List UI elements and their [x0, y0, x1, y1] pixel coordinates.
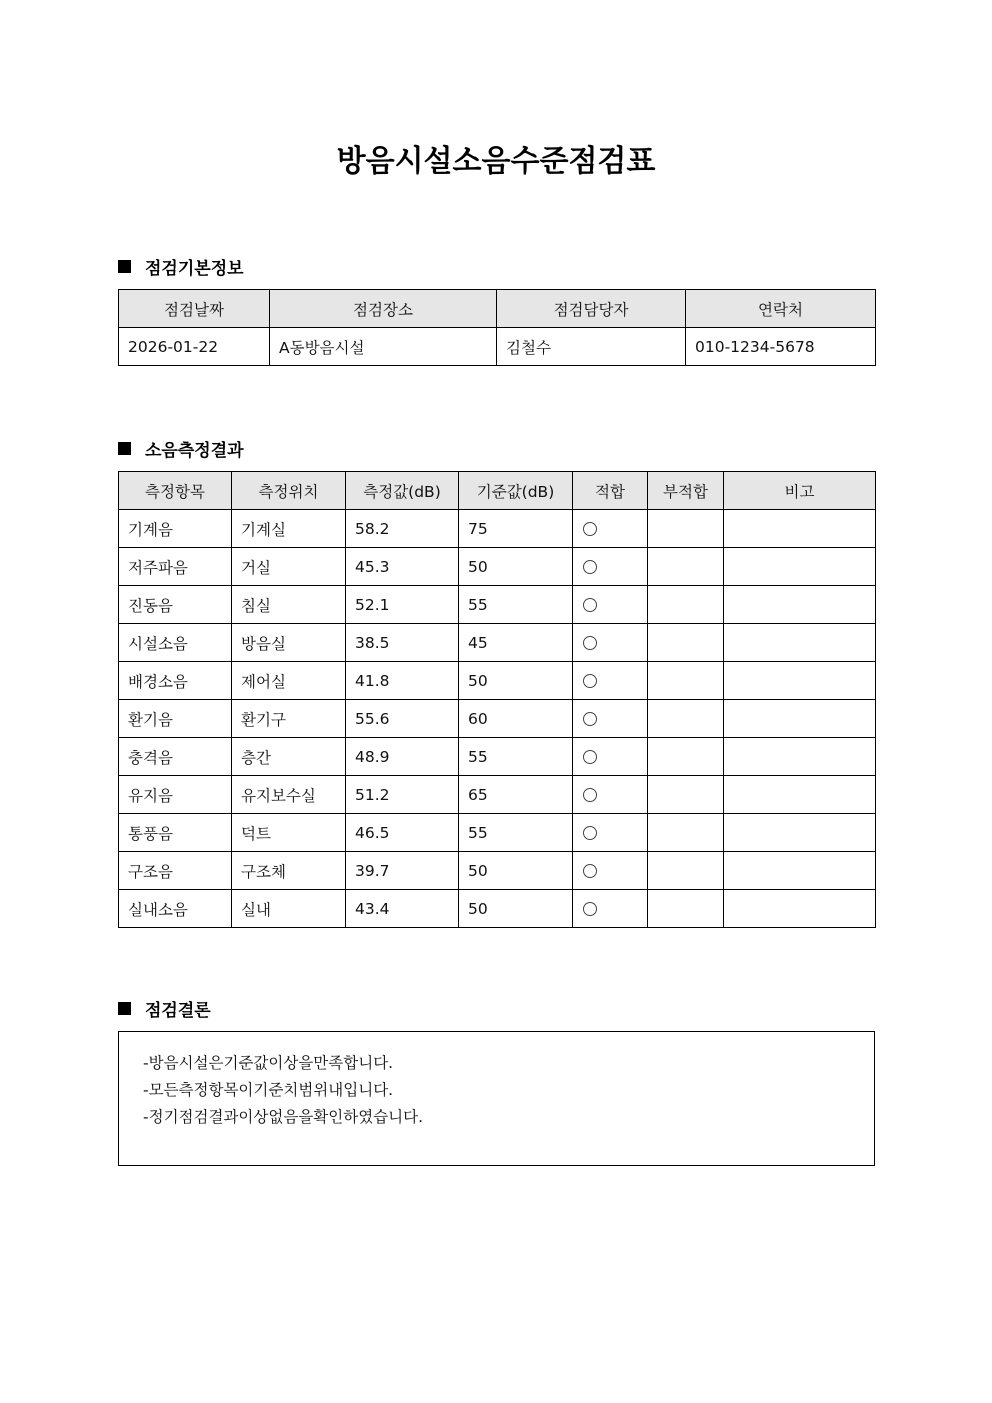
cell-position: 유지보수실	[232, 776, 346, 814]
cell-pass	[573, 890, 648, 928]
cell-standard: 55	[459, 814, 573, 852]
cell-note	[724, 510, 876, 548]
cell-position: 실내	[232, 890, 346, 928]
circle-mark-icon	[583, 674, 597, 688]
cell-item: 시설소음	[119, 624, 232, 662]
cell-location: A동방음시설	[270, 328, 497, 366]
cell-pass	[573, 510, 648, 548]
cell-fail	[648, 548, 724, 586]
circle-mark-icon	[583, 788, 597, 802]
cell-fail	[648, 700, 724, 738]
cell-note	[724, 814, 876, 852]
cell-standard: 50	[459, 548, 573, 586]
cell-pass	[573, 624, 648, 662]
table-header-row	[119, 290, 876, 328]
cell-fail	[648, 890, 724, 928]
section-heading-label: 점검결론	[145, 1001, 211, 1021]
header-date: 점검날짜	[119, 290, 270, 328]
cell-pass	[573, 586, 648, 624]
header-standard: 기준값(dB)	[459, 472, 573, 510]
cell-fail	[648, 624, 724, 662]
header-location: 점검장소	[270, 290, 497, 328]
cell-date: 2026-01-22	[119, 328, 270, 366]
cell-position: 기계실	[232, 510, 346, 548]
cell-item: 실내소음	[119, 890, 232, 928]
cell-fail	[648, 814, 724, 852]
cell-measured: 41.8	[346, 662, 459, 700]
table-row	[119, 510, 876, 548]
cell-standard: 60	[459, 700, 573, 738]
table-row	[119, 738, 876, 776]
square-bullet-icon	[118, 260, 131, 273]
cell-measured: 51.2	[346, 776, 459, 814]
header-fail: 부적합	[648, 472, 724, 510]
cell-measured: 58.2	[346, 510, 459, 548]
cell-note	[724, 624, 876, 662]
cell-inspector: 김철수	[497, 328, 686, 366]
section-heading-basic-info	[118, 254, 244, 279]
cell-pass	[573, 548, 648, 586]
cell-fail	[648, 662, 724, 700]
basic-info-table	[118, 289, 876, 366]
section-heading-label: 점검기본정보	[145, 259, 244, 279]
cell-standard: 65	[459, 776, 573, 814]
cell-position: 제어실	[232, 662, 346, 700]
circle-mark-icon	[583, 902, 597, 916]
cell-standard: 45	[459, 624, 573, 662]
header-pass: 적합	[573, 472, 648, 510]
circle-mark-icon	[583, 598, 597, 612]
header-measured: 측정값(dB)	[346, 472, 459, 510]
header-position: 측정위치	[232, 472, 346, 510]
cell-note	[724, 700, 876, 738]
conclusion-line: -방음시설은기준값이상을만족합니다.	[143, 1054, 394, 1072]
circle-mark-icon	[583, 864, 597, 878]
header-note: 비고	[724, 472, 876, 510]
circle-mark-icon	[583, 636, 597, 650]
cell-note	[724, 852, 876, 890]
cell-pass	[573, 700, 648, 738]
cell-note	[724, 890, 876, 928]
table-row	[119, 890, 876, 928]
table-row	[119, 624, 876, 662]
cell-position: 층간	[232, 738, 346, 776]
circle-mark-icon	[583, 826, 597, 840]
cell-measured: 43.4	[346, 890, 459, 928]
square-bullet-icon	[118, 1002, 131, 1015]
document-title: 방음시설소음수준점검표	[336, 144, 656, 179]
cell-pass	[573, 738, 648, 776]
section-heading-label: 소음측정결과	[145, 441, 244, 461]
cell-note	[724, 776, 876, 814]
cell-item: 구조음	[119, 852, 232, 890]
cell-measured: 55.6	[346, 700, 459, 738]
cell-standard: 75	[459, 510, 573, 548]
section-heading-measurement	[118, 436, 244, 461]
cell-position: 거실	[232, 548, 346, 586]
cell-position: 환기구	[232, 700, 346, 738]
cell-standard: 50	[459, 890, 573, 928]
table-row	[119, 586, 876, 624]
measurement-table	[118, 471, 876, 928]
header-item: 측정항목	[119, 472, 232, 510]
cell-item: 기계음	[119, 510, 232, 548]
cell-measured: 52.1	[346, 586, 459, 624]
cell-measured: 38.5	[346, 624, 459, 662]
cell-standard: 55	[459, 586, 573, 624]
cell-note	[724, 586, 876, 624]
cell-standard: 55	[459, 738, 573, 776]
circle-mark-icon	[583, 560, 597, 574]
square-bullet-icon	[118, 442, 131, 455]
cell-position: 침실	[232, 586, 346, 624]
header-contact: 연락처	[686, 290, 876, 328]
cell-item: 진동음	[119, 586, 232, 624]
cell-fail	[648, 586, 724, 624]
table-row	[119, 548, 876, 586]
table-row	[119, 814, 876, 852]
cell-item: 유지음	[119, 776, 232, 814]
header-inspector: 점검담당자	[497, 290, 686, 328]
cell-position: 방음실	[232, 624, 346, 662]
table-row	[119, 776, 876, 814]
cell-pass	[573, 814, 648, 852]
cell-item: 저주파음	[119, 548, 232, 586]
table-row	[119, 700, 876, 738]
table-row	[119, 662, 876, 700]
conclusion-box	[118, 1031, 875, 1166]
conclusion-line: -정기점검결과이상없음을확인하였습니다.	[143, 1108, 424, 1126]
cell-contact: 010-1234-5678	[686, 328, 876, 366]
cell-item: 배경소음	[119, 662, 232, 700]
cell-measured: 46.5	[346, 814, 459, 852]
cell-fail	[648, 852, 724, 890]
cell-pass	[573, 852, 648, 890]
cell-pass	[573, 662, 648, 700]
circle-mark-icon	[583, 712, 597, 726]
cell-note	[724, 548, 876, 586]
cell-note	[724, 738, 876, 776]
cell-item: 환기음	[119, 700, 232, 738]
table-row	[119, 852, 876, 890]
conclusion-line: -모든측정항목이기준치범위내입니다.	[143, 1081, 394, 1099]
cell-fail	[648, 738, 724, 776]
circle-mark-icon	[583, 750, 597, 764]
circle-mark-icon	[583, 522, 597, 536]
table-row	[119, 328, 876, 366]
cell-note	[724, 662, 876, 700]
cell-fail	[648, 776, 724, 814]
cell-item: 충격음	[119, 738, 232, 776]
cell-fail	[648, 510, 724, 548]
cell-measured: 48.9	[346, 738, 459, 776]
section-heading-conclusion	[118, 996, 211, 1021]
cell-item: 통풍음	[119, 814, 232, 852]
cell-pass	[573, 776, 648, 814]
cell-measured: 39.7	[346, 852, 459, 890]
cell-standard: 50	[459, 852, 573, 890]
table-header-row	[119, 472, 876, 510]
cell-position: 구조체	[232, 852, 346, 890]
cell-position: 덕트	[232, 814, 346, 852]
cell-standard: 50	[459, 662, 573, 700]
cell-measured: 45.3	[346, 548, 459, 586]
